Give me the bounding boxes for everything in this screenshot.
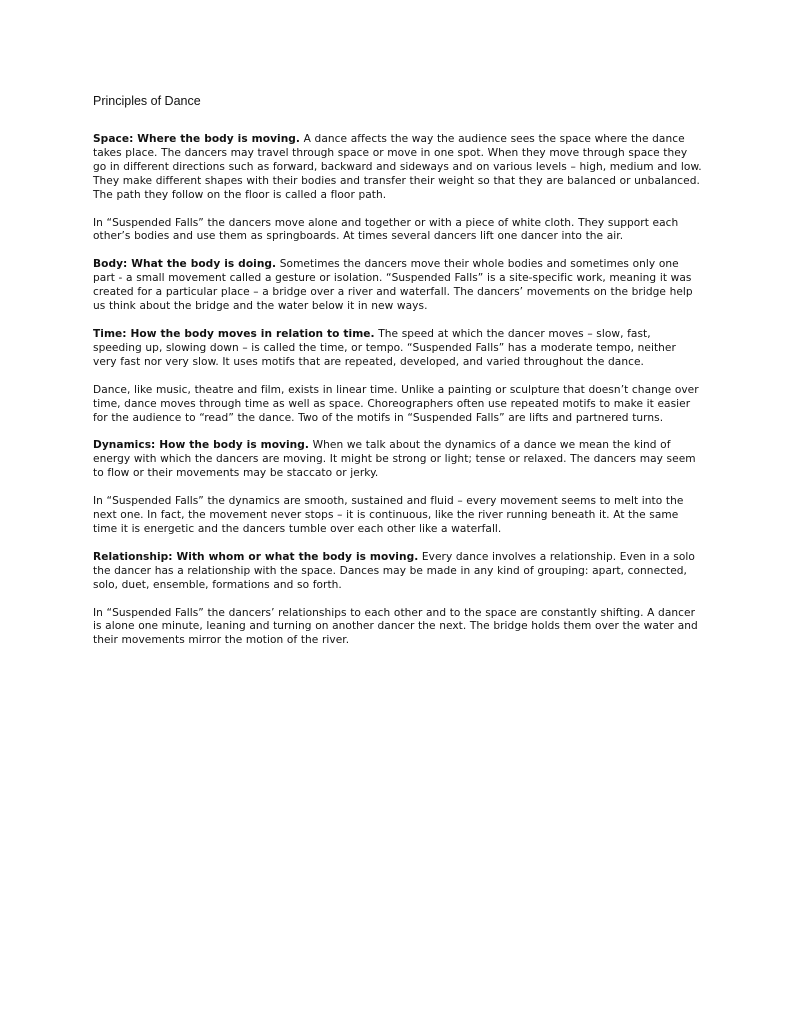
document-page bbox=[93, 93, 703, 662]
paragraph-text: The speed at which the dancer moves – slow, fast, speeding up, slowing down – is called the time, or tempo. “Suspended Falls” has a moderate tempo, neither very fast nor very slow. It uses motifs that are repeated, developed, and varied throughout the dance. bbox=[93, 327, 676, 368]
paragraph-heading: Time: How the body moves in relation to time. bbox=[93, 327, 375, 340]
paragraph-time bbox=[93, 328, 703, 370]
document-title: Principles of Dance bbox=[93, 94, 201, 108]
paragraph-dynamics bbox=[93, 439, 703, 481]
paragraph-text: In “Suspended Falls” the dancers move alone and together or with a piece of white cloth. They support each other’s bodies and use them as springboards. At times several dancers lift one dancer into the air. bbox=[93, 216, 679, 243]
paragraph-text: A dance affects the way the audience sees the space where the dance takes place. The dancers may travel through space or move in one spot. When they move through space they go in different directions such as forward, backward and sideways and on various levels – high, medium and low. They make different shapes with their bodies and transfer their weight so that they are balanced or unbalanced. The path they follow on the floor is called a floor path. bbox=[93, 133, 702, 201]
paragraph-text: Dance, like music, theatre and film, exists in linear time. Unlike a painting or sculpture that doesn’t change over time, dance moves through time as well as space. Choreographers often use repeated motifs to make it easier for the audience to “read” the dance. Two of the motifs in “Suspended Falls” are lifts and partnered turns. bbox=[93, 383, 699, 424]
paragraph-text: In “Suspended Falls” the dynamics are smooth, sustained and fluid – every movement seems to melt into the next one. In fact, the movement never stops – it is continuous, like the river running beneath it. At the same time it is energetic and the dancers tumble over each other like a waterfall. bbox=[93, 495, 684, 535]
paragraph-heading: Dynamics: How the body is moving. bbox=[93, 439, 309, 452]
paragraph-relationship-example bbox=[93, 607, 703, 649]
paragraph-heading: Body: What the body is doing. bbox=[93, 258, 277, 271]
paragraph-text: Sometimes the dancers move their whole bodies and sometimes only one part - a small movement called a gesture or isolation. “Suspended Falls” is a site-specific work, meaning it was created for a particular place – a bridge over a river and waterfall. The dancers’ movements on the bridge help us think about the bridge and the water below it in new ways. bbox=[93, 258, 693, 313]
paragraph-text: Every dance involves a relationship. Even in a solo the dancer has a relationship with the space. Dances may be made in any kind of grouping: apart, connected, solo, duet, ensemble, formations and so forth. bbox=[93, 550, 695, 591]
paragraph-time-example bbox=[93, 384, 703, 426]
paragraph-space-example bbox=[93, 217, 703, 245]
paragraph-text: In “Suspended Falls” the dancers’ relationships to each other and to the space are constantly shifting. A dancer is alone one minute, leaning and turning on another dancer the next. The bridge holds them over the water and their movements mirror the motion of the river. bbox=[93, 606, 698, 647]
paragraph-heading: Relationship: With whom or what the body is moving. bbox=[93, 550, 419, 563]
paragraph-dynamics-example bbox=[93, 495, 703, 537]
paragraph-heading: Space: Where the body is moving. bbox=[93, 133, 301, 145]
paragraph-text: When we talk about the dynamics of a dance we mean the kind of energy with which the dancers are moving. It might be strong or light; tense or relaxed. The dancers may seem to flow or their movements may be staccato or jerky. bbox=[93, 439, 696, 480]
paragraph-space bbox=[93, 133, 703, 203]
paragraph-body bbox=[93, 258, 703, 314]
paragraph-relationship bbox=[93, 551, 703, 593]
